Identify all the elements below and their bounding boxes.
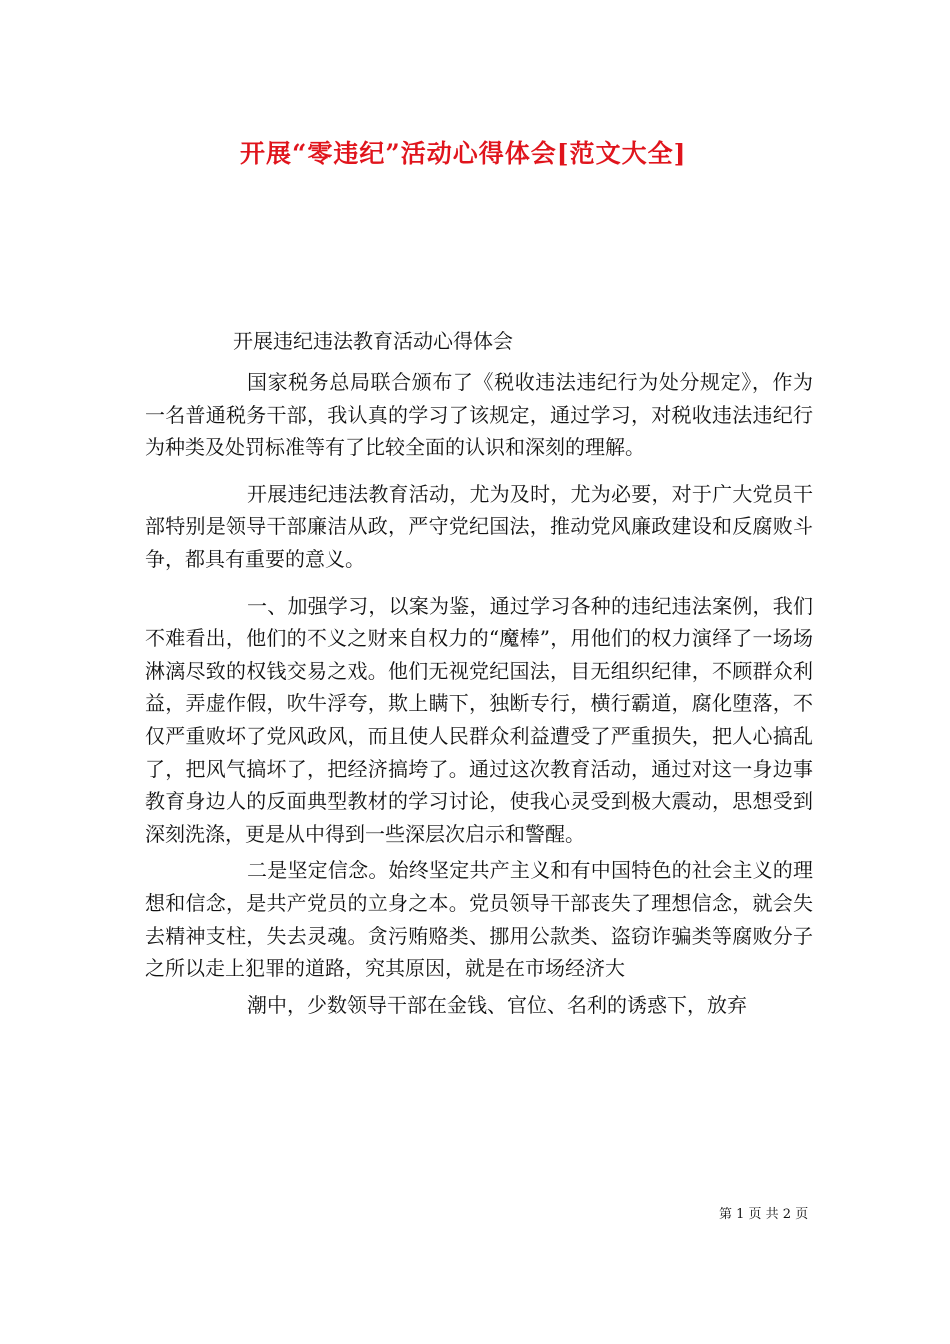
document-title: 开展“零违纪”活动心得体会[范文大全] — [240, 139, 687, 168]
paragraph: 二是坚定信念。始终坚定共产主义和有中国特色的社会主义的理想和信念，是共产党员的立身之本。党员领导干部丧失了理想信念，就会失去精神支柱，失去灵魂。贪污贿赂类、挪用公款类、盗窃诈骗类等腐败分子之所以走上犯罪的道路，究其原因，就是在市场经济大 — [145, 858, 813, 981]
document-body — [145, 366, 813, 1021]
paragraph: 国家税务总局联合颁布了《税收违法违纪行为处分规定》，作为一名普通税务干部，我认真的学习了该规定，通过学习，对税收违法违纪行为种类及处罚标准等有了比较全面的认识和深刻的理解。 — [145, 370, 813, 460]
paragraph: 潮中，少数领导干部在金钱、官位、名利的诱惑下，放弃 — [247, 992, 747, 1017]
page-footer: 第 1 页 共 2 页 — [719, 1207, 809, 1222]
document-subtitle: 开展违纪违法教育活动心得体会 — [233, 329, 513, 353]
paragraph: 开展违纪违法教育活动，尤为及时，尤为必要，对于广大党员干部特别是领导干部廉洁从政，严守党纪国法，推动党风廉政建设和反腐败斗争，都具有重要的意义。 — [145, 481, 813, 571]
paragraph: 一、加强学习，以案为鉴，通过学习各种的违纪违法案例，我们不难看出，他们的不义之财来自权力的“魔棒”，用他们的权力演绎了一场场淋漓尽致的权钱交易之戏。他们无视党纪国法，目无组织纪律，不顾群众利益，弄虚作假，吹牛浮夸，欺上瞒下，独断专行，横行霸道，腐化堕落，不仅严重败坏了党风政风，而且使人民群众利益遭受了严重损失，把人心搞乱了，把风气搞坏了，把经济搞垮了。通过这次教育活动，通过对这一身边事教育身边人的反面典型教材的学习讨论，使我心灵受到极大震动，思想受到深刻洗涤，更是从中得到一些深层次启示和警醒。 — [145, 593, 813, 846]
